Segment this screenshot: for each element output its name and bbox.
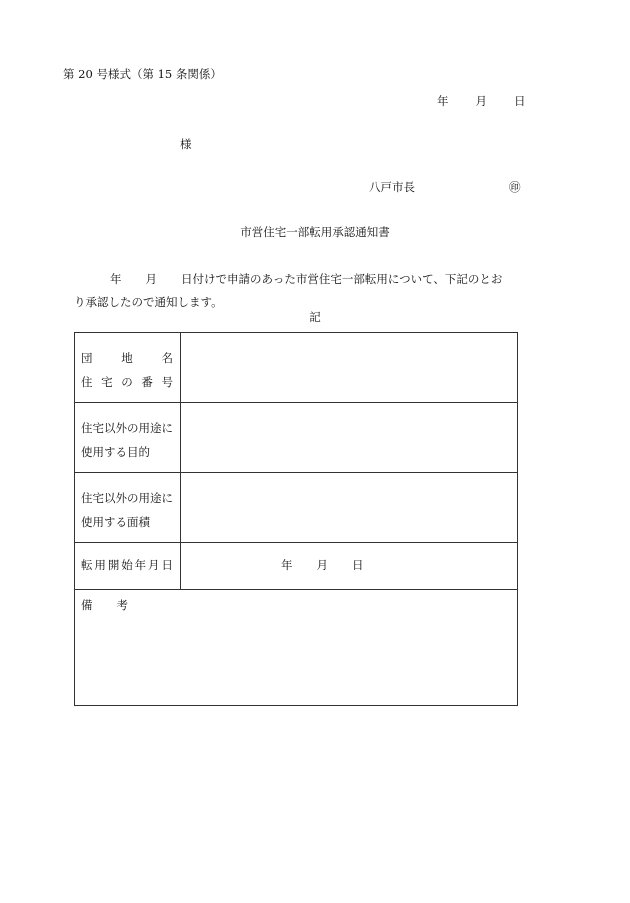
label-complex-name: 団 地 名 (81, 351, 173, 365)
start-date-value: 年 月 日 (281, 558, 364, 572)
label-house-number: 住 宅 の 番 号 (81, 375, 173, 389)
document-title: 市営住宅一部転用承認通知書 (240, 225, 390, 239)
row-complex-name (75, 333, 517, 403)
label-purpose-b: 使用する目的 (81, 445, 150, 459)
body-line-1-rest: 日付けで申請のあった市営住宅一部転用について、下記のとお (181, 272, 503, 286)
date-year: 年 (437, 94, 449, 108)
row-complex-name-value[interactable] (181, 333, 517, 402)
body-line-1 (74, 268, 520, 291)
row-remarks (75, 590, 517, 705)
label-area-b: 使用する面積 (81, 515, 150, 529)
date-line (437, 96, 526, 108)
row-area (75, 473, 517, 543)
row-purpose-label (75, 403, 181, 472)
label-start-date: 転 用 開 始 年 月 日 (81, 558, 173, 572)
remarks-value[interactable] (75, 618, 517, 705)
label-purpose-a: 住宅以外の用途に (81, 421, 173, 435)
date-day: 日 (514, 94, 526, 108)
issuer-name: 八戸市長 (369, 180, 415, 194)
body-month: 月 (145, 272, 157, 286)
ki-heading: 記 (309, 310, 321, 324)
row-complex-name-label (75, 333, 181, 402)
row-area-label (75, 473, 181, 542)
row-purpose-value[interactable] (181, 403, 517, 472)
row-purpose (75, 403, 517, 473)
label-area-a: 住宅以外の用途に (81, 491, 173, 505)
row-start-date (75, 543, 517, 590)
form-number: 第 20 号様式（第 15 条関係） (63, 67, 222, 81)
date-month: 月 (475, 94, 487, 108)
addressee-suffix: 様 (180, 137, 192, 151)
row-area-value[interactable] (181, 473, 517, 542)
seal-mark: ㊞ (509, 180, 521, 194)
body-text (74, 268, 520, 314)
label-remarks: 備 考 (81, 598, 128, 612)
body-year: 年 (110, 272, 122, 286)
row-start-date-value[interactable] (181, 543, 517, 589)
form-table (74, 332, 518, 706)
row-start-date-label (75, 543, 181, 589)
body-line-2: り承認したので通知します。 (74, 295, 223, 309)
